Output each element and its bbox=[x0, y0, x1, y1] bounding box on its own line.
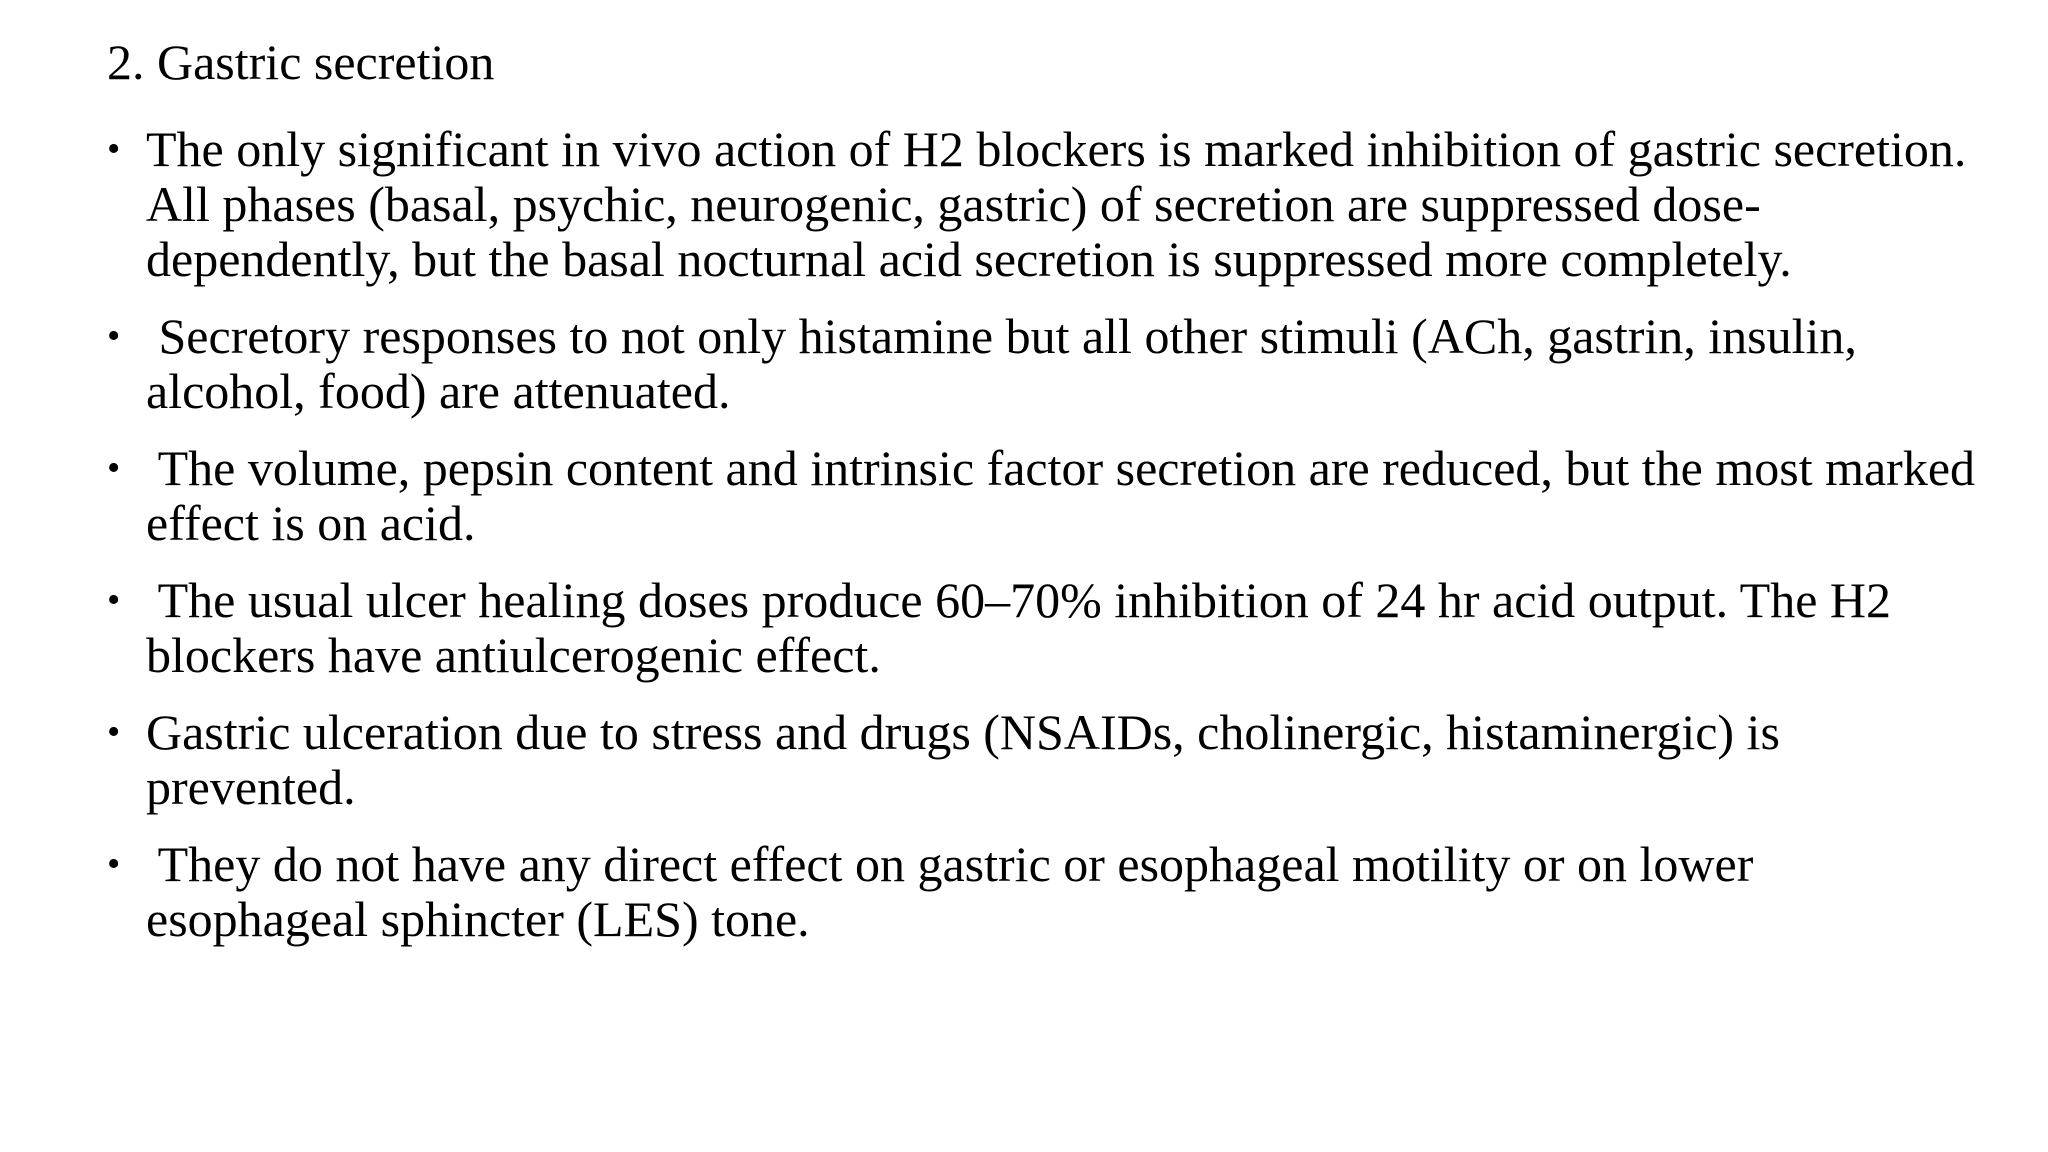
bullet-list bbox=[107, 122, 2048, 969]
bullet-item bbox=[107, 309, 2048, 419]
bullet-dot-icon: • bbox=[107, 579, 121, 621]
bullet-line: All phases (basal, psychic, neurogenic, gastric) of secretion are suppressed dose- bbox=[146, 176, 1761, 232]
bullet-item bbox=[107, 837, 2048, 947]
bullet-line: Gastric ulceration due to stress and drugs (NSAIDs, cholinergic, histaminergic) is bbox=[146, 704, 1780, 760]
bullet-dot-icon: • bbox=[107, 843, 121, 885]
bullet-line: dependently, but the basal nocturnal acid secretion is suppressed more completely. bbox=[146, 231, 1792, 287]
slide-title: 2. Gastric secretion bbox=[107, 34, 495, 90]
bullet-line: blockers have antiulcerogenic effect. bbox=[146, 627, 881, 683]
bullet-line: Secretory responses to not only histamine but all other stimuli (ACh, gastrin, insulin, bbox=[146, 308, 1857, 364]
bullet-dot-icon: • bbox=[107, 315, 121, 357]
bullet-line: alcohol, food) are attenuated. bbox=[146, 363, 731, 419]
bullet-dot-icon: • bbox=[107, 447, 121, 489]
bullet-dot-icon: • bbox=[107, 128, 121, 170]
bullet-item bbox=[107, 441, 2048, 551]
bullet-item bbox=[107, 705, 2048, 815]
bullet-line: The usual ulcer healing doses produce 60–70% inhibition of 24 hr acid output. The H2 bbox=[146, 572, 1892, 628]
bullet-item bbox=[107, 122, 2048, 287]
bullet-dot-icon: • bbox=[107, 711, 121, 753]
bullet-line: prevented. bbox=[146, 759, 356, 815]
bullet-line: The volume, pepsin content and intrinsic factor secretion are reduced, but the most marked bbox=[146, 440, 1976, 496]
bullet-line: effect is on acid. bbox=[146, 495, 476, 551]
bullet-line: They do not have any direct effect on gastric or esophageal motility or on lower bbox=[146, 836, 1754, 892]
bullet-line: The only significant in vivo action of H2 blockers is marked inhibition of gastric secretion. bbox=[146, 121, 1967, 177]
bullet-item bbox=[107, 573, 2048, 683]
bullet-line: esophageal sphincter (LES) tone. bbox=[146, 891, 810, 947]
